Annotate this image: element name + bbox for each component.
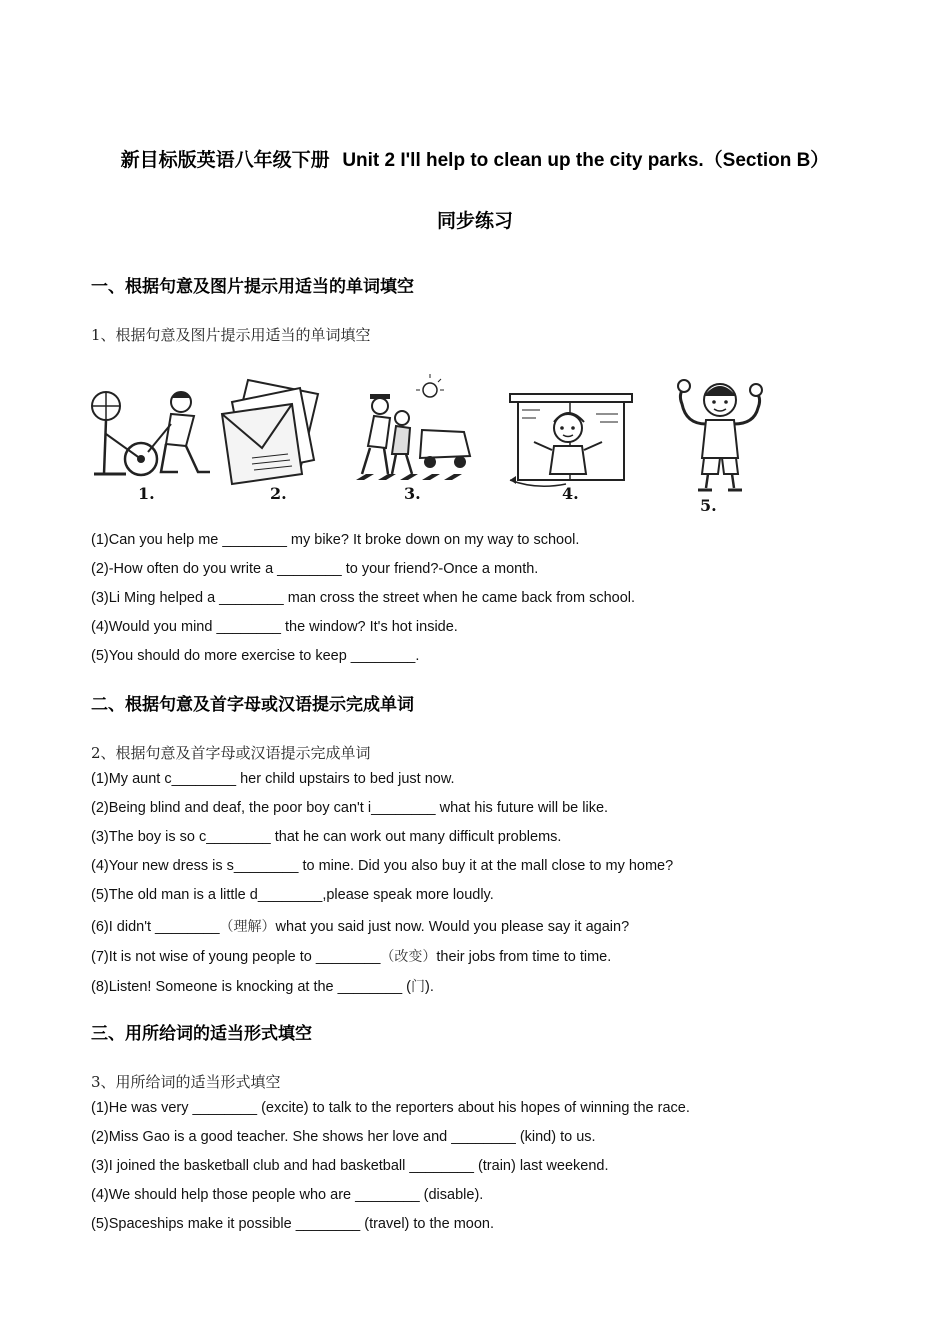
picture-label-5: 5.	[700, 496, 717, 515]
line-text: (8)Listen! Someone is knocking at the ________ (	[91, 979, 412, 995]
page-title	[0, 145, 950, 172]
helping-old-man-illustration	[352, 374, 477, 503]
chinese-hint: （改变）	[380, 949, 437, 965]
bike-repair-illustration	[86, 374, 216, 503]
title-english: Unit 2 I'll help to clean up the city parks.（Section B）	[342, 150, 830, 171]
chinese-hint: 门	[411, 979, 426, 995]
exercise-2-line-5: (5)The old man is a little d________,please speak more loudly.	[91, 887, 494, 903]
page-subtitle: 同步练习	[436, 210, 513, 232]
picture-label-1: 1.	[138, 484, 155, 503]
picture-label-2: 2.	[270, 484, 287, 503]
exercise-1-line-5: (5)You should do more exercise to keep ________.	[91, 648, 420, 664]
exercise-2-line-6	[91, 916, 629, 936]
exercise-3-line-3: (3)I joined the basketball club and had basketball ________ (train) last weekend.	[91, 1158, 609, 1174]
strong-boy-illustration	[666, 374, 776, 515]
exercise-2-line-8	[91, 976, 434, 996]
opening-window-illustration	[506, 374, 636, 503]
exercise-2-line-1: (1)My aunt c________ her child upstairs to bed just now.	[91, 771, 455, 787]
picture-label-3: 3.	[404, 484, 421, 503]
question-heading-2: 2、根据句意及首字母或汉语提示完成单词	[91, 744, 371, 762]
section-heading-2: 二、根据句意及首字母或汉语提示完成单词	[91, 695, 414, 715]
section-heading-3: 三、用所给词的适当形式填空	[91, 1024, 312, 1044]
exercise-3-line-1: (1)He was very ________ (excite) to talk to the reporters about his hopes of winning the race.	[91, 1100, 690, 1116]
exercise-2-line-4: (4)Your new dress is s________ to mine. Did you also buy it at the mall close to my home?	[91, 858, 674, 874]
picture-prompts	[86, 374, 776, 519]
exercise-3-line-4: (4)We should help those people who are ________ (disable).	[91, 1187, 484, 1203]
line-text: (6)I didn't ________	[91, 919, 220, 935]
question-heading-3: 3、用所给词的适当形式填空	[91, 1073, 281, 1091]
line-text: what you said just now. Would you please say it again?	[275, 919, 630, 935]
line-text: ).	[425, 979, 434, 995]
section-heading-1: 一、根据句意及图片提示用适当的单词填空	[91, 277, 414, 297]
line-text: their jobs from time to time.	[436, 949, 612, 965]
question-heading-1: 1、根据句意及图片提示用适当的单词填空	[91, 326, 371, 344]
exercise-1-line-3: (3)Li Ming helped a ________ man cross the street when he came back from school.	[91, 590, 636, 606]
line-text: (7)It is not wise of young people to ________	[91, 949, 381, 965]
letters-illustration	[218, 374, 328, 503]
exercise-1-line-4: (4)Would you mind ________ the window? It's hot inside.	[91, 619, 458, 635]
exercise-1-line-2: (2)-How often do you write a ________ to your friend?-Once a month.	[91, 561, 539, 577]
exercise-1-line-1: (1)Can you help me ________ my bike? It broke down on my way to school.	[91, 532, 580, 548]
title-chinese: 新目标版英语八年级下册	[120, 149, 330, 171]
chinese-hint: （理解）	[219, 919, 276, 935]
exercise-2-line-7	[91, 946, 611, 966]
exercise-2-line-3: (3)The boy is so c________ that he can work out many difficult problems.	[91, 829, 562, 845]
picture-label-4: 4.	[562, 484, 579, 503]
exercise-3-line-5: (5)Spaceships make it possible ________ (travel) to the moon.	[91, 1216, 494, 1232]
exercise-2-line-2: (2)Being blind and deaf, the poor boy can't i________ what his future will be like.	[91, 800, 609, 816]
exercise-3-line-2: (2)Miss Gao is a good teacher. She shows her love and ________ (kind) to us.	[91, 1129, 596, 1145]
